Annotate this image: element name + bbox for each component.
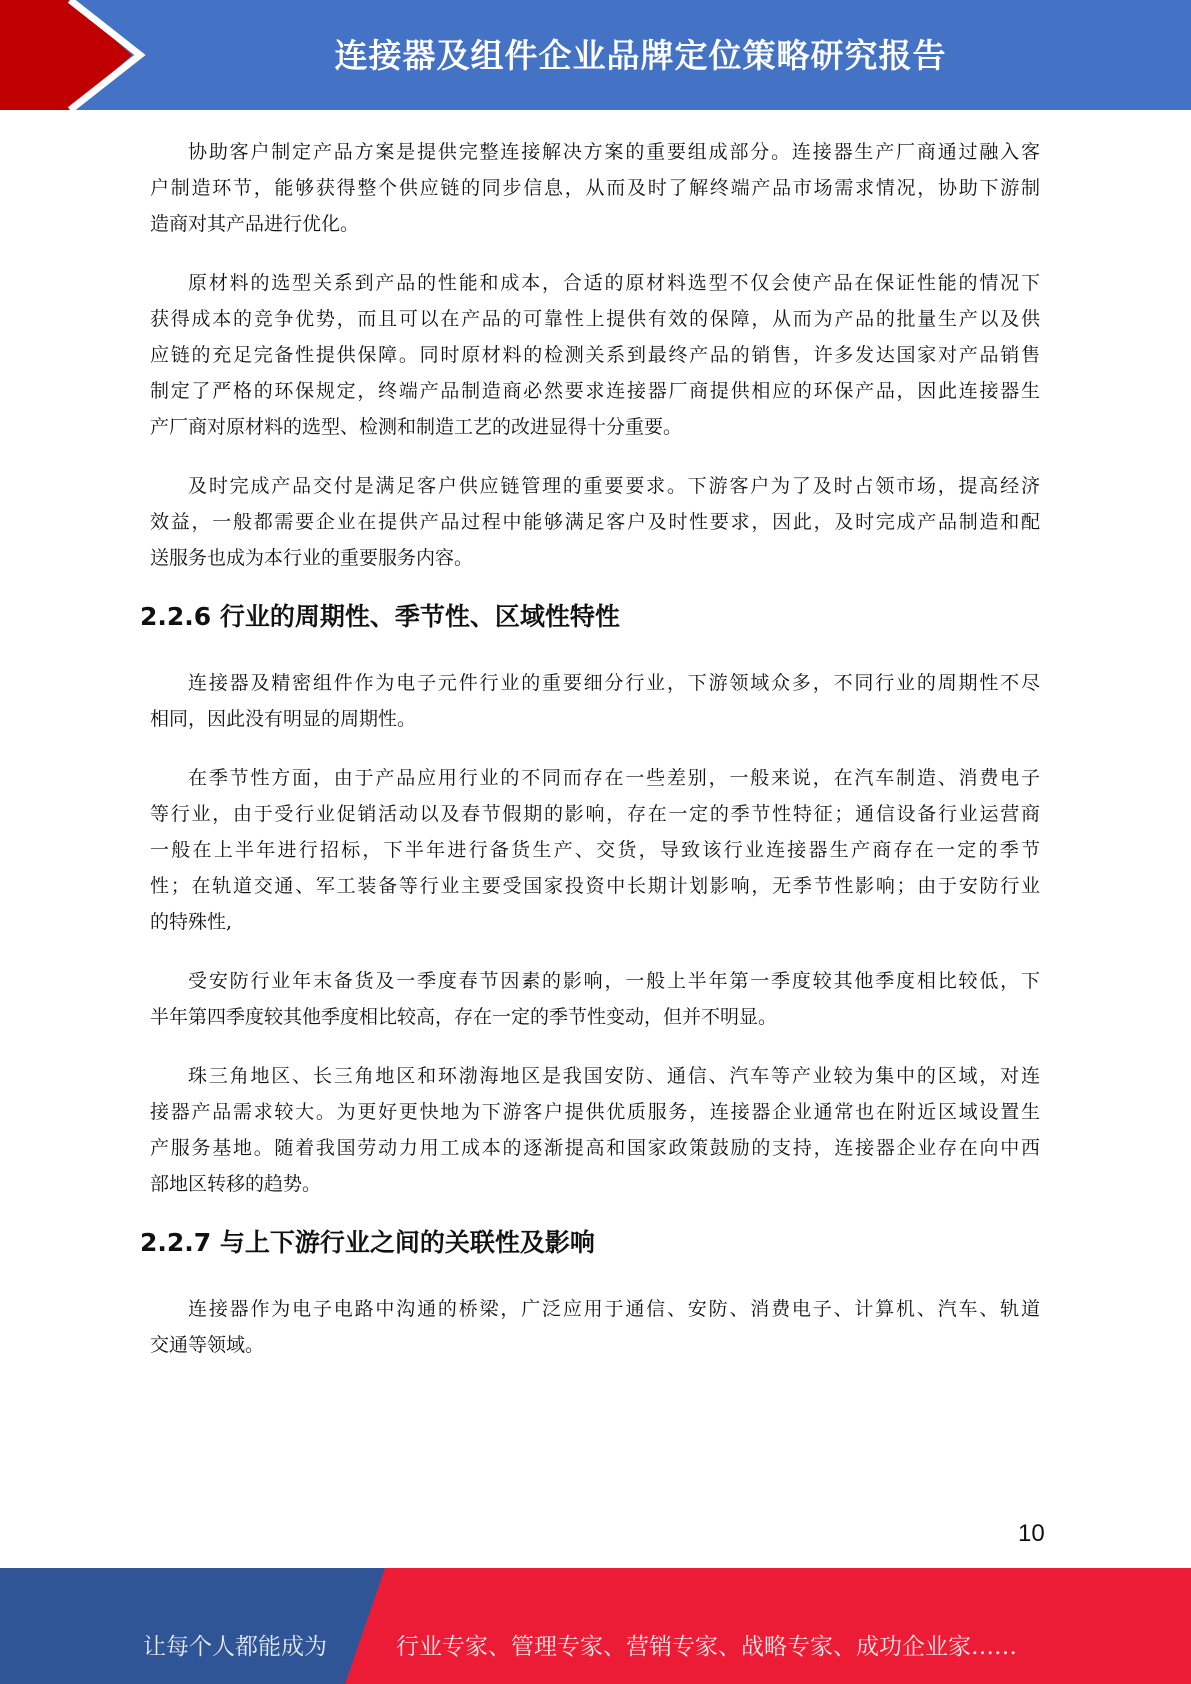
section-heading: 2.2.6 行业的周期性、季节性、区域性特性 bbox=[140, 602, 620, 631]
paragraph bbox=[150, 665, 1040, 737]
paragraph-line: 珠三角地区、长三角地区和环渤海地区是我国安防、通信、汽车等产业较为集中的区域，对连 bbox=[188, 1065, 1040, 1087]
report-title: 连接器及组件企业品牌定位策略研究报告 bbox=[334, 36, 947, 75]
paragraph-line: 等行业，由于受行业促销活动以及春节假期的影响，存在一定的季节性特征；通信设备行业运营商 bbox=[150, 803, 1040, 825]
paragraph-line: 受安防行业年末备货及一季度春节因素的影响，一般上半年第一季度较其他季度相比较低，下 bbox=[188, 970, 1040, 992]
paragraph-line: 性；在轨道交通、军工装备等行业主要受国家投资中长期计划影响，无季节性影响；由于安防行业 bbox=[150, 875, 1040, 897]
paragraph-line: 交通等领域。 bbox=[150, 1334, 265, 1356]
paragraph-line: 应链的充足完备性提供保障。同时原材料的检测关系到最终产品的销售，许多发达国家对产品销售 bbox=[150, 344, 1040, 366]
page-footer bbox=[0, 1568, 1191, 1684]
page-number: 10 bbox=[1018, 1520, 1045, 1547]
paragraph-line: 制定了严格的环保规定，终端产品制造商必然要求连接器厂商提供相应的环保产品，因此连接器生 bbox=[150, 380, 1040, 402]
paragraph-line: 获得成本的竞争优势，而且可以在产品的可靠性上提供有效的保障，从而为产品的批量生产以及供 bbox=[150, 308, 1040, 330]
paragraph-line: 户制造环节，能够获得整个供应链的同步信息，从而及时了解终端产品市场需求情况，协助下游制 bbox=[150, 177, 1040, 199]
page-header bbox=[0, 0, 1191, 110]
paragraph-line: 连接器及精密组件作为电子元件行业的重要细分行业，下游领域众多，不同行业的周期性不尽 bbox=[188, 672, 1040, 694]
paragraph-line: 及时完成产品交付是满足客户供应链管理的重要要求。下游客户为了及时占领市场，提高经济 bbox=[188, 475, 1040, 497]
paragraph-line: 接器产品需求较大。为更好更快地为下游客户提供优质服务，连接器企业通常也在附近区域设置生 bbox=[150, 1101, 1040, 1123]
paragraph bbox=[150, 1058, 1040, 1202]
footer-slogan-right: 行业专家、管理专家、营销专家、战略专家、成功企业家…… bbox=[396, 1634, 1017, 1660]
paragraph-line: 在季节性方面，由于产品应用行业的不同而存在一些差别，一般来说，在汽车制造、消费电子 bbox=[188, 767, 1040, 789]
paragraph bbox=[150, 760, 1040, 940]
paragraph-line: 半年第四季度较其他季度相比较高，存在一定的季节性变动，但并不明显。 bbox=[150, 1006, 778, 1028]
paragraph bbox=[150, 134, 1040, 242]
paragraph bbox=[150, 1291, 1040, 1363]
paragraph-line: 相同，因此没有明显的周期性。 bbox=[150, 708, 417, 730]
paragraph-line: 连接器作为电子电路中沟通的桥梁，广泛应用于通信、安防、消费电子、计算机、汽车、轨道 bbox=[188, 1298, 1040, 1320]
paragraph-line: 部地区转移的趋势。 bbox=[150, 1173, 322, 1195]
document-body bbox=[140, 134, 1040, 1386]
paragraph-line: 造商对其产品进行优化。 bbox=[150, 213, 360, 235]
paragraph bbox=[150, 265, 1040, 445]
paragraph-line: 产厂商对原材料的选型、检测和制造工艺的改进显得十分重要。 bbox=[150, 416, 683, 438]
section-heading: 2.2.7 与上下游行业之间的关联性及影响 bbox=[140, 1228, 595, 1257]
paragraph-line: 效益，一般都需要企业在提供产品过程中能够满足客户及时性要求，因此，及时完成产品制造和配 bbox=[150, 511, 1040, 533]
paragraph bbox=[150, 963, 1040, 1035]
paragraph-line: 产服务基地。随着我国劳动力用工成本的逐渐提高和国家政策鼓励的支持，连接器企业存在向中西 bbox=[150, 1137, 1040, 1159]
footer-slogan-left: 让每个人都能成为 bbox=[143, 1634, 327, 1660]
paragraph bbox=[150, 468, 1040, 576]
paragraph-line: 送服务也成为本行业的重要服务内容。 bbox=[150, 547, 474, 569]
paragraph-line: 的特殊性, bbox=[150, 911, 233, 933]
footer-band bbox=[0, 1568, 1191, 1684]
paragraph-line: 一般在上半年进行招标，下半年进行备货生产、交货，导致该行业连接器生产商存在一定的季节 bbox=[150, 839, 1040, 861]
paragraph-line: 协助客户制定产品方案是提供完整连接解决方案的重要组成部分。连接器生产厂商通过融入客 bbox=[188, 141, 1040, 163]
paragraph-line: 原材料的选型关系到产品的性能和成本，合适的原材料选型不仅会使产品在保证性能的情况下 bbox=[188, 272, 1040, 294]
